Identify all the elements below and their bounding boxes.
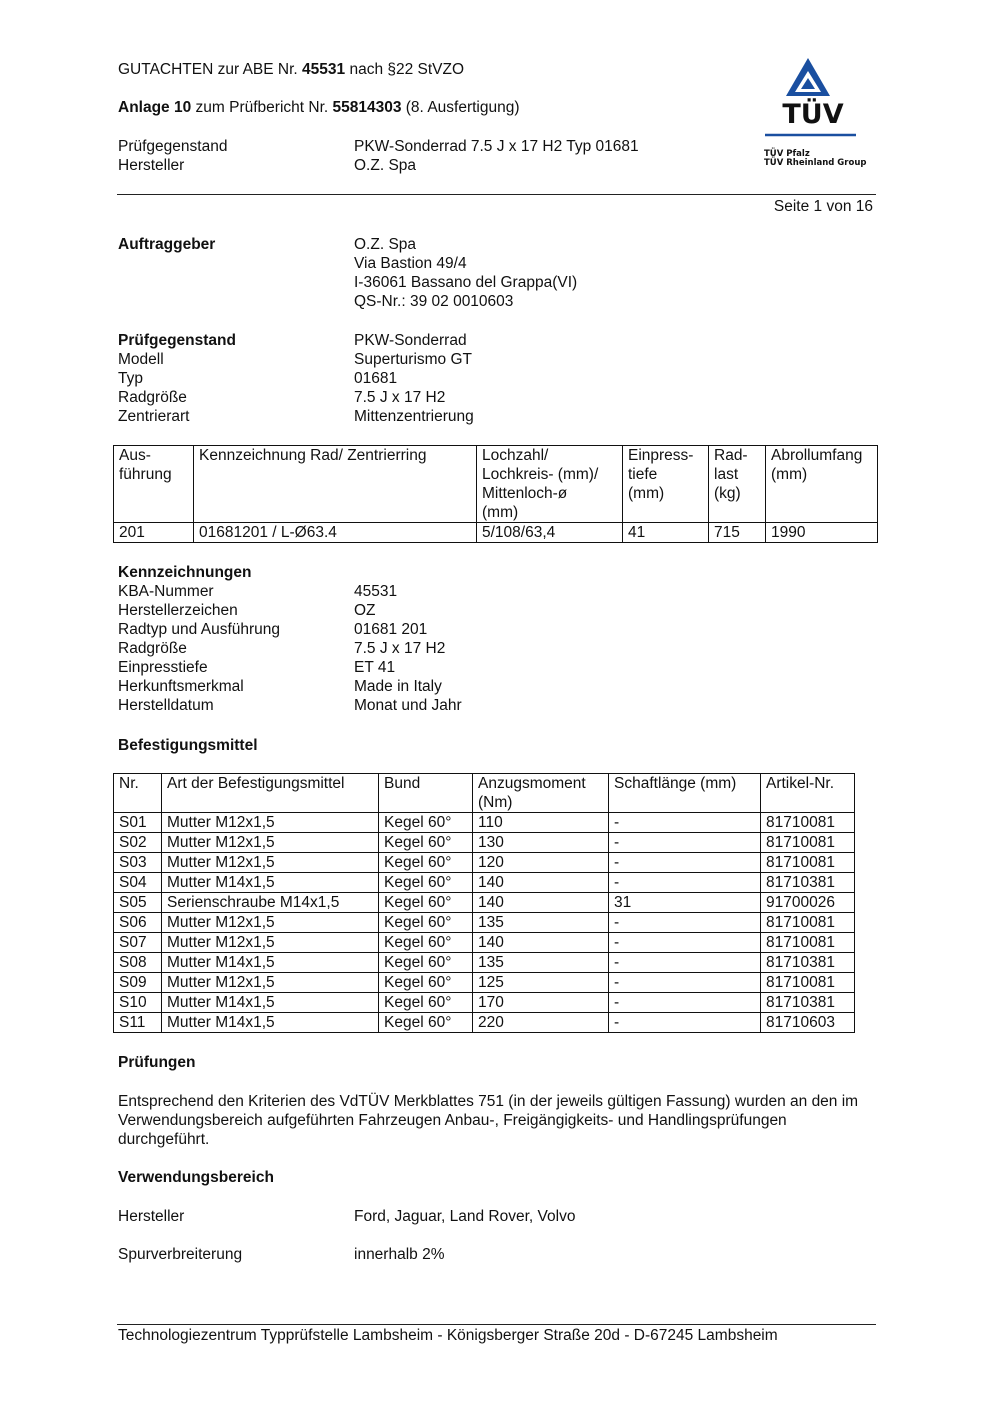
table-header-cell: Art der Befestigungsmittel <box>162 774 379 813</box>
table-cell: 01681201 / L-Ø63.4 <box>194 523 477 543</box>
kz-value: Made in Italy <box>354 678 442 695</box>
table-cell: 170 <box>473 993 609 1013</box>
spec-label: Zentrierart <box>118 408 190 425</box>
logo-text: TÜV <box>782 99 844 130</box>
ausfuehrung-table <box>113 445 878 543</box>
table-cell: - <box>609 1013 761 1033</box>
kz-label: Radtyp und Ausführung <box>118 621 281 638</box>
ausfertigung: (8. Ausfertigung) <box>401 99 520 116</box>
table-cell: 140 <box>473 873 609 893</box>
pruefungen-title: Prüfungen <box>118 1054 196 1071</box>
table-cell: 135 <box>473 913 609 933</box>
table-cell: Kegel 60° <box>379 1013 473 1033</box>
pruefgegenstand-value: PKW-Sonderrad <box>354 332 467 349</box>
table-header-row <box>114 774 855 813</box>
table-row <box>114 523 878 543</box>
table-cell: Kegel 60° <box>379 953 473 973</box>
spec-value: Superturismo GT <box>354 351 473 368</box>
table-cell: 91700026 <box>761 893 855 913</box>
table-header-cell: Anzugsmoment (Nm) <box>473 774 609 813</box>
table-cell: 130 <box>473 833 609 853</box>
table-cell: Kegel 60° <box>379 853 473 873</box>
kennzeichnungen-title: Kennzeichnungen <box>118 564 252 581</box>
table-cell: 81710081 <box>761 813 855 833</box>
page-number: Seite 1 von 16 <box>773 198 873 215</box>
table-cell: Kegel 60° <box>379 993 473 1013</box>
table-header-cell: Kennzeichnung Rad/ Zentrierring <box>194 446 477 523</box>
address-line: O.Z. Spa <box>354 236 417 253</box>
anlage-mid: zum Prüfbericht Nr. <box>191 99 333 116</box>
table-cell: 81710603 <box>761 1013 855 1033</box>
table-header-cell: Aus- führung <box>114 446 194 523</box>
table-cell: Mutter M12x1,5 <box>162 933 379 953</box>
title-suffix: nach §22 StVZO <box>345 61 465 78</box>
table-cell: 201 <box>114 523 194 543</box>
table-cell: 135 <box>473 953 609 973</box>
spec-value: 01681 <box>354 370 398 387</box>
spec-value: 7.5 J x 17 H2 <box>354 389 446 406</box>
befestigung-title: Befestigungsmittel <box>118 737 258 754</box>
table-cell: 81710381 <box>761 953 855 973</box>
kz-value: ET 41 <box>354 659 396 676</box>
document-title <box>118 60 464 79</box>
table-row <box>114 873 855 893</box>
table-cell: - <box>609 993 761 1013</box>
address-line: Via Bastion 49/4 <box>354 255 467 272</box>
table-cell: - <box>609 873 761 893</box>
table-cell: Mutter M12x1,5 <box>162 813 379 833</box>
spec-label: Modell <box>118 351 164 368</box>
table-cell: 140 <box>473 893 609 913</box>
table-cell: Mutter M14x1,5 <box>162 1013 379 1033</box>
logo-sub2: TÜV Rheinland Group <box>764 158 867 168</box>
tuev-logo <box>760 56 867 172</box>
table-cell: 110 <box>473 813 609 833</box>
table-row <box>114 1013 855 1033</box>
vb-spur-label: Spurverbreiterung <box>118 1246 243 1263</box>
table-cell: S09 <box>114 973 162 993</box>
table-cell: Mutter M14x1,5 <box>162 953 379 973</box>
pruefbericht-number: 55814303 <box>332 99 402 116</box>
table-cell: 31 <box>609 893 761 913</box>
table-cell: Mutter M14x1,5 <box>162 993 379 1013</box>
kz-label: Herkunftsmerkmal <box>118 678 244 695</box>
table-cell: 5/108/63,4 <box>477 523 623 543</box>
table-cell: Kegel 60° <box>379 873 473 893</box>
table-cell: 120 <box>473 853 609 873</box>
pruefgegenstand-label: Prüfgegenstand <box>118 332 236 349</box>
table-row <box>114 953 855 973</box>
table-header-cell: Nr. <box>114 774 162 813</box>
abe-number: 45531 <box>302 61 346 78</box>
table-cell: 140 <box>473 933 609 953</box>
table-cell: - <box>609 913 761 933</box>
table-cell: 220 <box>473 1013 609 1033</box>
table-header-cell: Schaftlänge (mm) <box>609 774 761 813</box>
header-hersteller-label: Hersteller <box>118 157 185 174</box>
table-cell: S06 <box>114 913 162 933</box>
table-cell: Mutter M14x1,5 <box>162 873 379 893</box>
logo-sub1: TÜV Pfalz <box>764 149 810 159</box>
table-cell: 81710081 <box>761 833 855 853</box>
table-cell: 81710081 <box>761 913 855 933</box>
table-header-cell: Artikel-Nr. <box>761 774 855 813</box>
address-line: QS-Nr.: 39 02 0010603 <box>354 293 514 310</box>
anlage-line <box>118 98 520 117</box>
table-cell: S11 <box>114 1013 162 1033</box>
table-cell: S07 <box>114 933 162 953</box>
table-cell: S10 <box>114 993 162 1013</box>
header-pg-label: Prüfgegenstand <box>118 138 228 155</box>
kz-value: 7.5 J x 17 H2 <box>354 640 446 657</box>
table-cell: S02 <box>114 833 162 853</box>
table-header-row <box>114 446 878 523</box>
table-cell: 81710381 <box>761 993 855 1013</box>
table-row <box>114 933 855 953</box>
table-row <box>114 833 855 853</box>
table-cell: 81710381 <box>761 873 855 893</box>
table-cell: S08 <box>114 953 162 973</box>
table-header-cell: Lochzahl/ Lochkreis- (mm)/ Mittenloch-ø (mm) <box>477 446 623 523</box>
table-cell: S01 <box>114 813 162 833</box>
auftraggeber-address <box>354 235 577 311</box>
title-prefix: GUTACHTEN zur ABE Nr. <box>118 61 303 78</box>
footer-divider <box>117 1324 876 1325</box>
kz-value: 45531 <box>354 583 398 600</box>
table-cell: Kegel 60° <box>379 973 473 993</box>
table-cell: 81710081 <box>761 853 855 873</box>
table-cell: Kegel 60° <box>379 893 473 913</box>
table-cell: 715 <box>709 523 766 543</box>
table-header-cell: Bund <box>379 774 473 813</box>
table-cell: - <box>609 813 761 833</box>
table-row <box>114 853 855 873</box>
table-header-cell: Abrollumfang (mm) <box>766 446 878 523</box>
table-header-cell: Rad- last (kg) <box>709 446 766 523</box>
table-cell: - <box>609 833 761 853</box>
befestigung-table-body <box>114 774 855 1033</box>
table-cell: - <box>609 973 761 993</box>
kz-label: Herstelldatum <box>118 697 214 714</box>
table-cell: Mutter M12x1,5 <box>162 853 379 873</box>
pruefungen-text: Entsprechend den Kriterien des VdTÜV Merkblattes 751 (in der jeweils gültigen Fassung) wurden an den im Verwendungsbereich aufgeführten Fahrzeugen Anbau-, Freigängigkeits- und Handlingsprüfungen durchgeführt. <box>118 1093 859 1148</box>
table-cell: Mutter M12x1,5 <box>162 833 379 853</box>
vb-hersteller-value: Ford, Jaguar, Land Rover, Volvo <box>354 1208 576 1225</box>
table-cell: 81710081 <box>761 933 855 953</box>
vb-hersteller-label: Hersteller <box>118 1208 185 1225</box>
table-cell: Kegel 60° <box>379 813 473 833</box>
kz-label: Einpresstiefe <box>118 659 208 676</box>
table-header-cell: Einpress- tiefe (mm) <box>623 446 709 523</box>
auftraggeber-label: Auftraggeber <box>118 236 216 253</box>
spec-label: Typ <box>118 370 143 387</box>
verwendungsbereich-title: Verwendungsbereich <box>118 1169 274 1186</box>
table-cell: 125 <box>473 973 609 993</box>
address-line: I-36061 Bassano del Grappa(VI) <box>354 274 578 291</box>
anlage-label: Anlage 10 <box>118 99 192 116</box>
table-cell: - <box>609 853 761 873</box>
spec-label: Radgröße <box>118 389 187 406</box>
table-row <box>114 973 855 993</box>
table-row <box>114 893 855 913</box>
table-cell: 1990 <box>766 523 878 543</box>
table-cell: Mutter M12x1,5 <box>162 973 379 993</box>
kz-value: Monat und Jahr <box>354 697 462 714</box>
vb-spur-value: innerhalb 2% <box>354 1246 445 1263</box>
table-cell: S03 <box>114 853 162 873</box>
footer-text: Technologiezentrum Typprüfstelle Lambsheim - Königsberger Straße 20d - D-67245 Lambsheim <box>118 1327 778 1344</box>
kz-label: KBA-Nummer <box>118 583 214 600</box>
befestigung-table <box>113 773 855 1033</box>
table-cell: - <box>609 933 761 953</box>
header-hersteller-value: O.Z. Spa <box>354 157 417 174</box>
table-cell: Kegel 60° <box>379 833 473 853</box>
kz-label: Radgröße <box>118 640 187 657</box>
table-row <box>114 813 855 833</box>
table-cell: Serienschraube M14x1,5 <box>162 893 379 913</box>
table-row <box>114 993 855 1013</box>
table-cell: Kegel 60° <box>379 933 473 953</box>
header-divider <box>117 194 876 195</box>
kz-label: Herstellerzeichen <box>118 602 238 619</box>
spec-value: Mittenzentrierung <box>354 408 474 425</box>
table-cell: Mutter M12x1,5 <box>162 913 379 933</box>
table-cell: 41 <box>623 523 709 543</box>
table-cell: Kegel 60° <box>379 913 473 933</box>
table-cell: S04 <box>114 873 162 893</box>
table-cell: S05 <box>114 893 162 913</box>
table-cell: 81710081 <box>761 973 855 993</box>
kz-value: OZ <box>354 602 376 619</box>
kz-value: 01681 201 <box>354 621 428 638</box>
table-row <box>114 913 855 933</box>
table-cell: - <box>609 953 761 973</box>
header-pg-value: PKW-Sonderrad 7.5 J x 17 H2 Typ 01681 <box>354 138 639 155</box>
